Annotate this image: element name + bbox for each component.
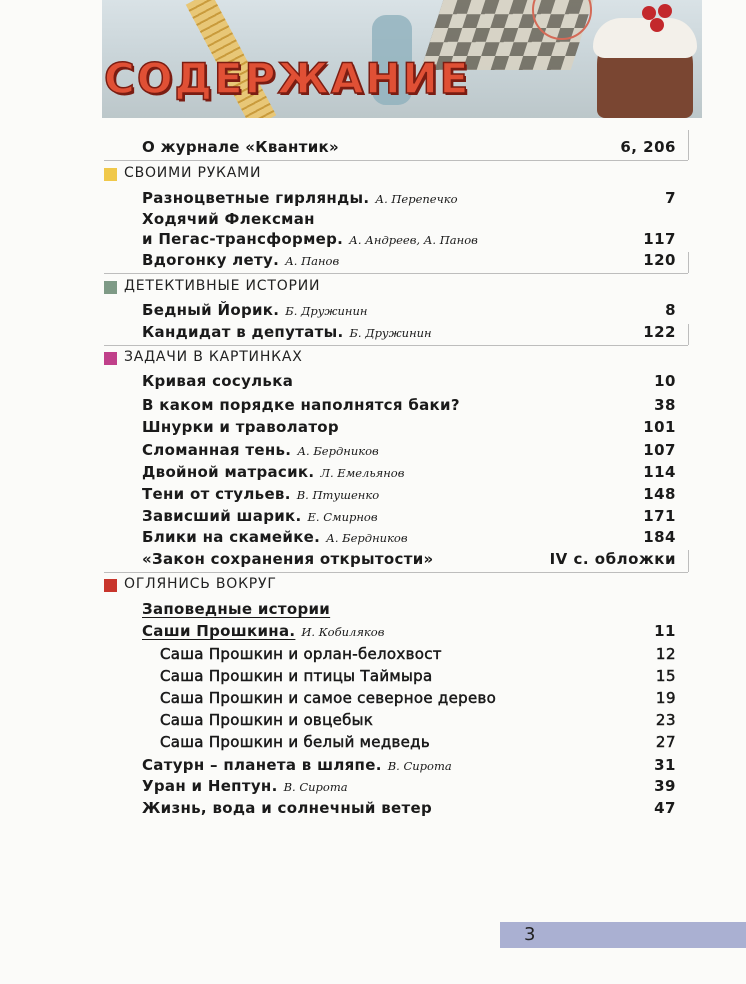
entry-page: 12: [655, 645, 676, 663]
entry-title: Жизнь, вода и солнечный ветер: [142, 799, 432, 817]
entry-page: 148: [643, 485, 676, 503]
entry-page: 117: [643, 230, 676, 248]
toc-entry[interactable]: [142, 756, 676, 778]
entry-title: Саша Прошкин и овцебык: [160, 711, 374, 729]
entry-author: А. Перепечко: [375, 192, 458, 206]
entry-author: А. Бердников: [326, 531, 408, 545]
toc-entry[interactable]: [142, 777, 676, 799]
toc-entry-intro[interactable]: [142, 138, 676, 160]
entry-title: «Закон сохранения открытости»: [142, 550, 434, 568]
entry-page: 31: [654, 756, 676, 774]
toc-entry[interactable]: [160, 733, 676, 755]
entry-title: Тени от стульев. В. Птушенко: [142, 485, 380, 503]
toc-entry-line1[interactable]: [142, 210, 676, 232]
toc-entry[interactable]: [142, 441, 676, 463]
section-label: ДЕТЕКТИВНЫЕ ИСТОРИИ: [124, 278, 321, 294]
entry-author: А. Бердников: [297, 444, 379, 458]
entry-page: 184: [643, 528, 676, 546]
page-number: 3: [524, 924, 536, 945]
entry-title: В каком порядке наполнятся баки?: [142, 396, 460, 414]
divider: [104, 160, 688, 161]
toc-entry[interactable]: [160, 667, 676, 689]
entry-page: 6, 206: [620, 138, 676, 156]
entry-author: В. Сирота: [283, 780, 348, 794]
entry-author: Б. Дружинин: [349, 326, 432, 340]
entry-author: В. Птушенко: [296, 488, 380, 502]
toc-entry[interactable]: [142, 507, 676, 529]
divider: [104, 572, 688, 573]
toc-entry[interactable]: [142, 799, 676, 821]
divider: [688, 130, 689, 160]
section-label: ЗАДАЧИ В КАРТИНКАХ: [124, 349, 303, 365]
toc-entry[interactable]: [142, 189, 676, 211]
divider: [104, 273, 688, 274]
entry-author: И. Кобиляков: [301, 625, 385, 639]
divider: [688, 252, 689, 273]
entry-page: 101: [643, 418, 676, 436]
entry-page: 8: [665, 301, 676, 319]
entry-page: 11: [654, 622, 676, 640]
toc-entry[interactable]: [142, 622, 676, 644]
toc-entry[interactable]: [160, 645, 676, 667]
section-color-square: [104, 579, 117, 592]
entry-title: Кандидат в депутаты. Б. Дружинин: [142, 323, 432, 341]
entry-title: Заповедные истории: [142, 600, 331, 618]
entry-title: Саша Прошкин и самое северное дерево: [160, 689, 497, 707]
toc-entry[interactable]: [142, 230, 676, 252]
toc-entry[interactable]: [142, 418, 676, 440]
page-title: СОДЕРЖАНИЕ: [104, 54, 471, 103]
divider: [688, 550, 689, 572]
toc-entry[interactable]: [160, 711, 676, 733]
entry-page: 171: [643, 507, 676, 525]
entry-title: О журнале «Квантик»: [142, 138, 339, 156]
toc-entry[interactable]: [142, 323, 676, 345]
toc-entry[interactable]: [142, 396, 676, 418]
entry-title: Саши Прошкина. И. Кобиляков: [142, 622, 385, 640]
section-color-square: [104, 352, 117, 365]
entry-title: Саша Прошкин и орлан-белохвост: [160, 645, 442, 663]
entry-title: Сатурн – планета в шляпе. В. Сирота: [142, 756, 452, 774]
entry-page: IV с. обложки: [549, 550, 676, 568]
entry-title: Шнурки и траволатор: [142, 418, 339, 436]
entry-title: Двойной матрасик. Л. Емельянов: [142, 463, 405, 481]
toc-entry[interactable]: [142, 251, 676, 273]
section-color-square: [104, 168, 117, 181]
entry-author: А. Панов: [285, 254, 340, 268]
entry-page: 15: [655, 667, 676, 685]
toc-entry[interactable]: [142, 463, 676, 485]
entry-title: Саша Прошкин и птицы Таймыра: [160, 667, 433, 685]
toc-entry[interactable]: [142, 372, 676, 394]
entry-title: и Пегас-трансформер. А. Андреев, А. Панов: [142, 230, 478, 248]
page-number-tab: [500, 922, 746, 948]
entry-title: Вдогонку лету. А. Панов: [142, 251, 340, 269]
entry-author: В. Сирота: [387, 759, 452, 773]
entry-title: Блики на скамейке. А. Бердников: [142, 528, 408, 546]
entry-page: 107: [643, 441, 676, 459]
entry-title: Зависший шарик. Е. Смирнов: [142, 507, 378, 525]
entry-page: 122: [643, 323, 676, 341]
toc-entry[interactable]: [142, 528, 676, 550]
divider: [688, 324, 689, 345]
entry-page: 120: [643, 251, 676, 269]
entry-author: Л. Емельянов: [320, 466, 405, 480]
entry-title: Кривая сосулька: [142, 372, 294, 390]
toc-entry[interactable]: [142, 550, 676, 572]
toc-entry[interactable]: [142, 485, 676, 507]
entry-title: Бедный Йорик. Б. Дружинин: [142, 301, 368, 319]
toc-entry[interactable]: [160, 689, 676, 711]
entry-page: 10: [654, 372, 676, 390]
section-label: ОГЛЯНИСЬ ВОКРУГ: [124, 576, 277, 592]
entry-page: 19: [655, 689, 676, 707]
entry-page: 27: [655, 733, 676, 751]
entry-page: 47: [654, 799, 676, 817]
entry-page: 39: [654, 777, 676, 795]
entry-author: Е. Смирнов: [307, 510, 378, 524]
entry-title: Разноцветные гирлянды. А. Перепечко: [142, 189, 458, 207]
entry-page: 38: [654, 396, 676, 414]
entry-page: 23: [655, 711, 676, 729]
entry-page: 114: [643, 463, 676, 481]
divider: [104, 345, 688, 346]
section-label: СВОИМИ РУКАМИ: [124, 165, 262, 181]
entry-page: 7: [665, 189, 676, 207]
toc-subheading[interactable]: [142, 600, 676, 622]
section-color-square: [104, 281, 117, 294]
entry-title: Уран и Нептун. В. Сирота: [142, 777, 348, 795]
entry-author: Б. Дружинин: [285, 304, 368, 318]
toc-entry[interactable]: [142, 301, 676, 323]
entry-title: Саша Прошкин и белый медведь: [160, 733, 430, 751]
entry-title: Сломанная тень. А. Бердников: [142, 441, 379, 459]
entry-title: Ходячий Флексман: [142, 210, 315, 228]
entry-author: А. Андреев, А. Панов: [349, 233, 478, 247]
